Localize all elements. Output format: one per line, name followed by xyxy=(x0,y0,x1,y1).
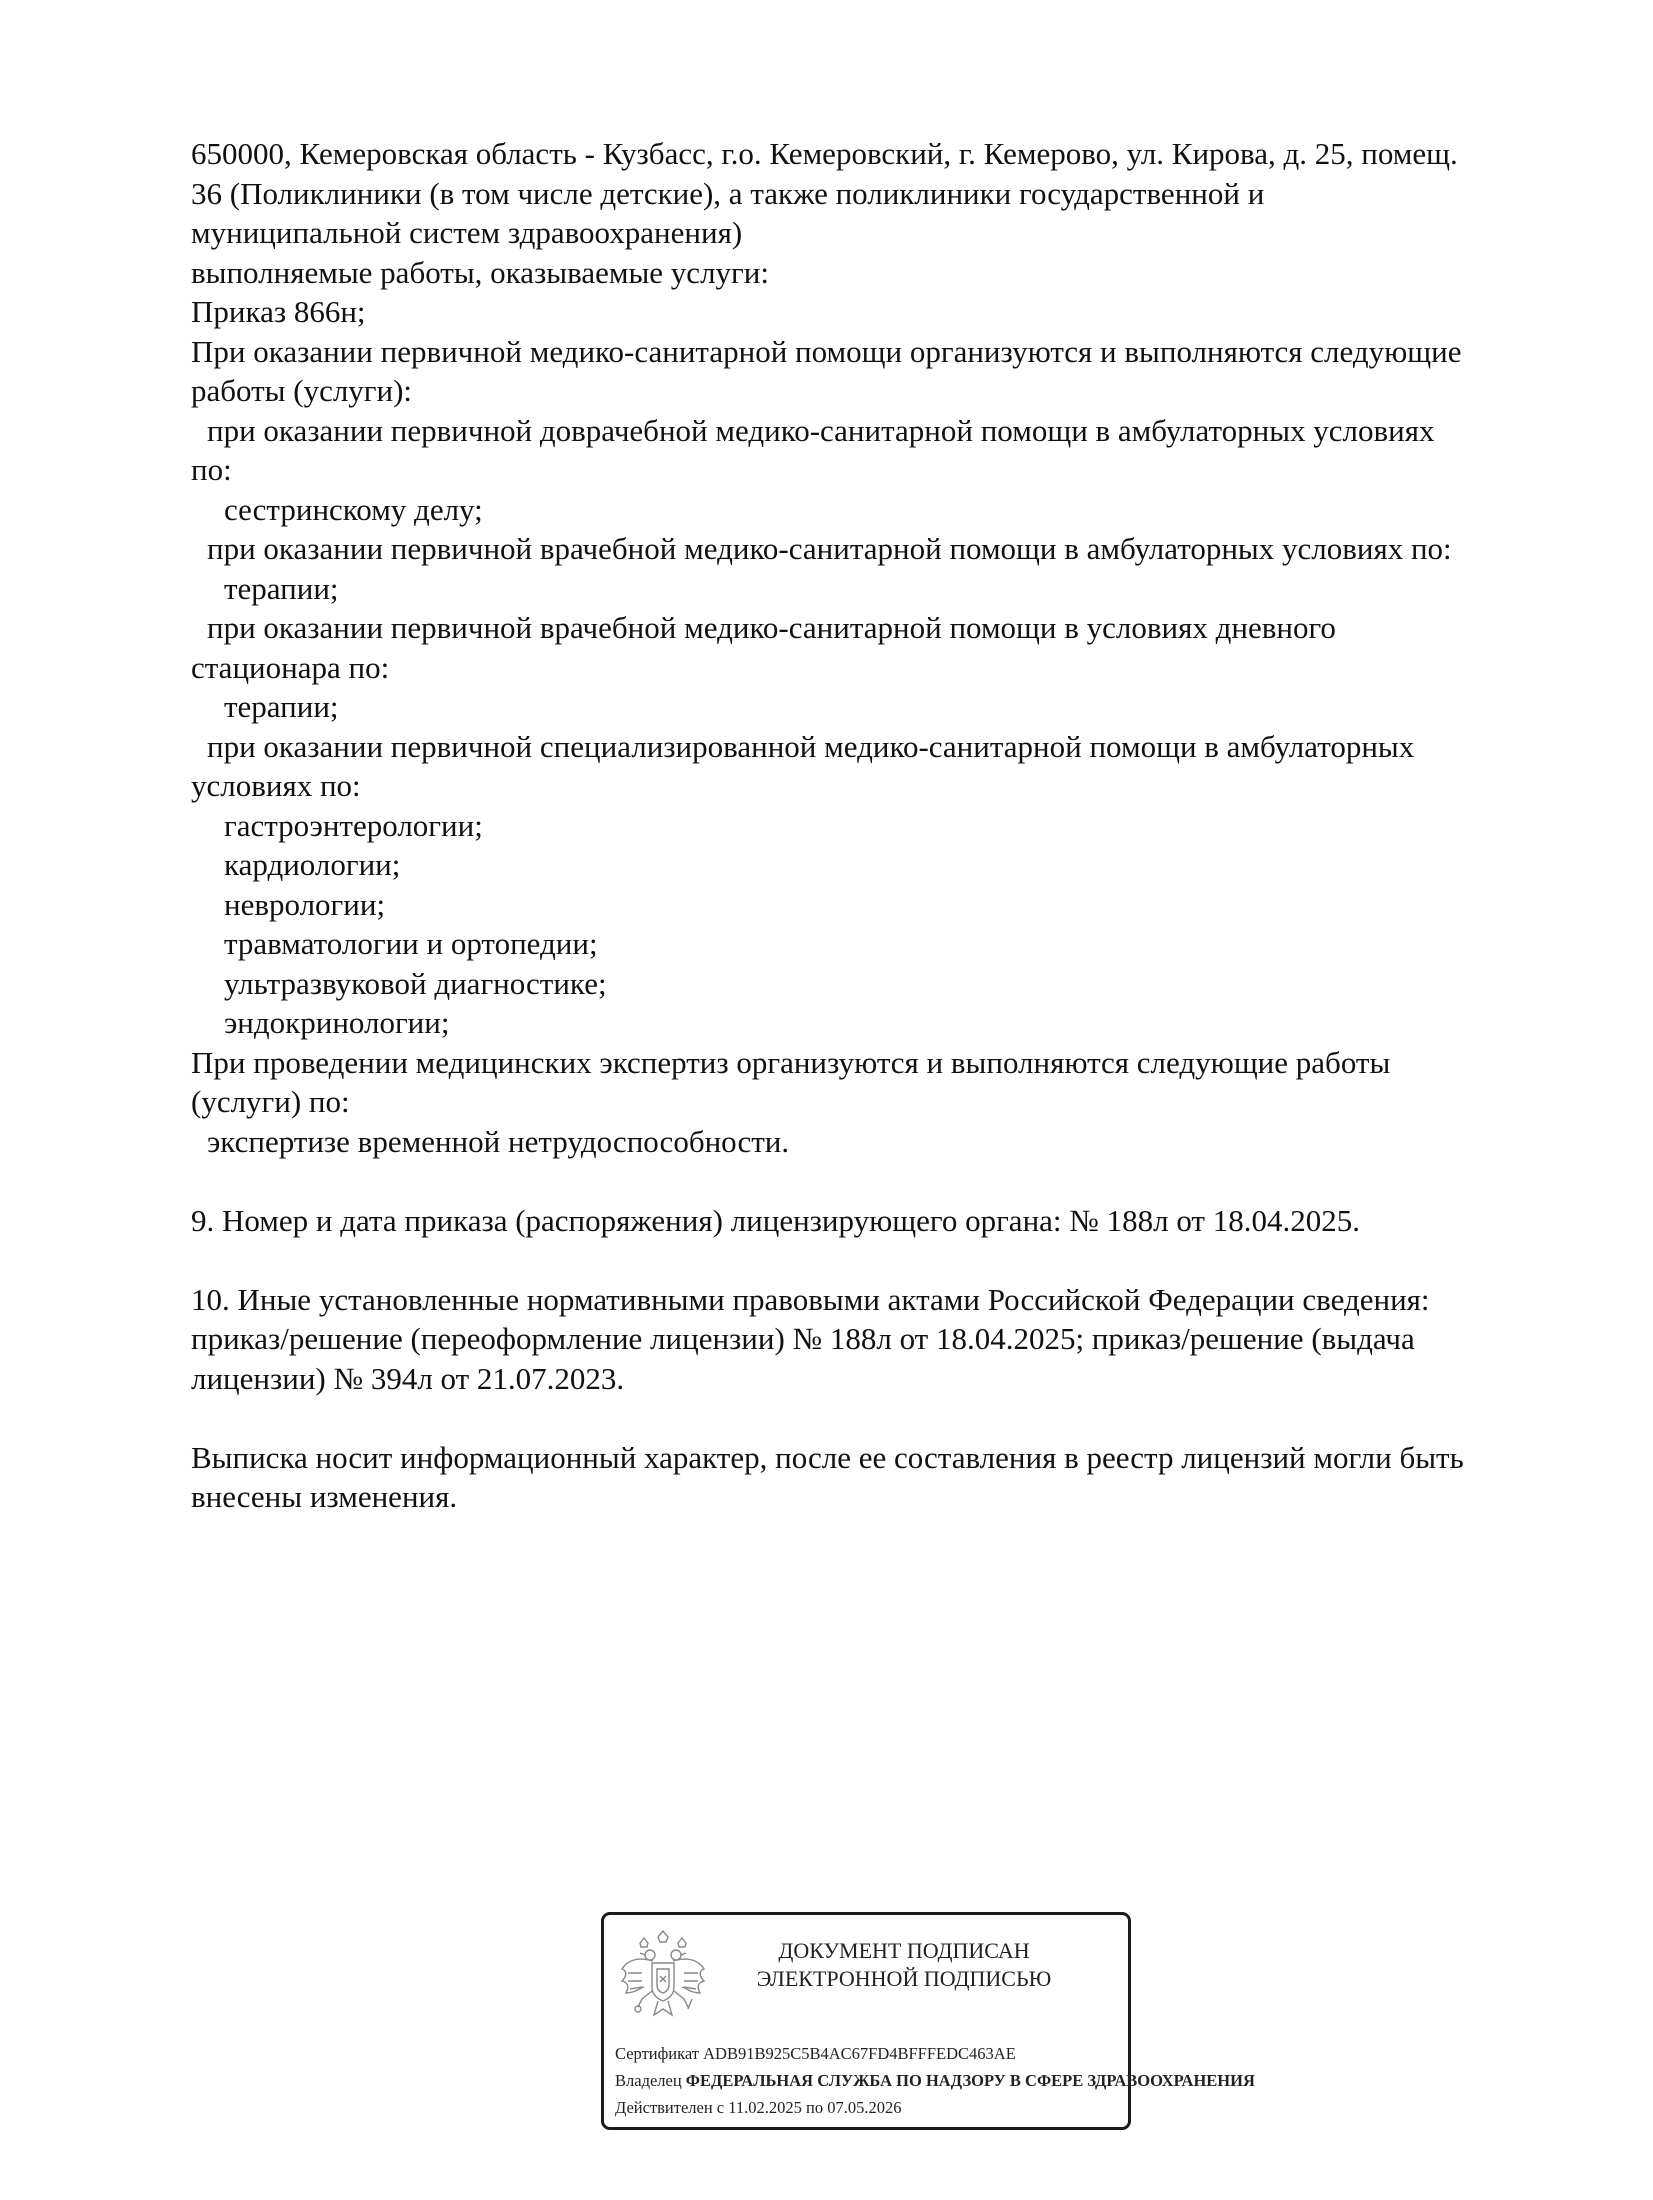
service-item: терапии; xyxy=(224,570,339,606)
section-10: лицензии) № 394л от 21.07.2023. xyxy=(191,1360,625,1396)
disclaimer: внесены изменения. xyxy=(191,1479,458,1514)
certificate-label: Сертификат xyxy=(615,2044,699,2063)
disclaimer: Выписка носит информационный характер, после ее составления в реестр лицензий могли быть xyxy=(191,1439,1464,1475)
russian-coat-of-arms-icon xyxy=(618,1929,708,2029)
signature-stamp xyxy=(601,1912,1255,2130)
validity-row: Действителен с 11.02.2025 по 07.05.2026 xyxy=(615,2098,902,2117)
owner-value: ФЕДЕРАЛЬНАЯ СЛУЖБА ПО НАДЗОРУ В СФЕРЕ ЗДРАВООХРАНЕНИЯ xyxy=(685,2071,1255,2090)
primary-care-intro: работы (услуги): xyxy=(191,373,413,408)
paragraph-gap xyxy=(191,1240,1571,1280)
specialty-item: ультразвуковой диагностике; xyxy=(224,965,607,1001)
owner-label: Владелец xyxy=(615,2071,682,2090)
paragraph-gap xyxy=(191,1161,1571,1201)
stamp-title-line: ЭЛЕКТРОННОЙ ПОДПИСЬЮ xyxy=(756,1966,1052,1991)
stamp-title xyxy=(734,1937,1074,1993)
address-line: 36 (Поликлиники (в том числе детские), а также поликлиники государственной и xyxy=(191,175,1265,211)
section-10: приказ/решение (переоформление лицензии) № 188л от 18.04.2025; приказ/решение (выдача xyxy=(191,1321,1415,1356)
works-heading: выполняемые работы, оказываемые услуги: xyxy=(191,254,769,290)
certificate-row xyxy=(615,2043,1016,2065)
specialty-item: кардиологии; xyxy=(224,847,401,882)
specialized-ambulatory-heading: условиях по: xyxy=(191,768,361,803)
paragraph-gap xyxy=(191,1398,1571,1438)
specialty-item: травматологии и ортопедии; xyxy=(224,926,598,961)
doctor-day-hospital-heading: при оказании первичной врачебной медико-санитарной помощи в условиях дневного xyxy=(207,610,1336,645)
specialty-item: неврологии; xyxy=(224,886,386,922)
primary-care-intro: При оказании первичной медико-санитарной помощи организуются и выполняются следующие xyxy=(191,333,1462,369)
doctor-ambulatory-heading: при оказании первичной врачебной медико-санитарной помощи в амбулаторных условиях по: xyxy=(207,531,1452,566)
expertise-item: экспертизе временной нетрудоспособности. xyxy=(207,1123,790,1159)
document-body xyxy=(191,134,1571,1517)
doctor-day-hospital-heading: стационара по: xyxy=(191,649,390,685)
stamp-title-line: ДОКУМЕНТ ПОДПИСАН xyxy=(778,1938,1030,1963)
specialty-item: эндокринологии; xyxy=(224,1005,450,1040)
expertise-intro: (услуги) по: xyxy=(191,1084,350,1119)
address-line: 650000, Кемеровская область - Кузбасс, г.о. Кемеровский, г. Кемерово, ул. Кирова, д. 25, помещ. xyxy=(191,136,1458,171)
section-10: 10. Иные установленные нормативными правовыми актами Российской Федерации сведения: xyxy=(191,1281,1430,1317)
address-line: муниципальной систем здравоохранения) xyxy=(191,215,743,250)
specialty-item: гастроэнтерологии; xyxy=(224,807,483,843)
certificate-value: ADB91B925C5B4AC67FD4BFFFEDC463AE xyxy=(703,2044,1016,2063)
expertise-intro: При проведении медицинских экспертиз организуются и выполняются следующие работы xyxy=(191,1044,1391,1080)
section-9: 9. Номер и дата приказа (распоряжения) лицензирующего органа: № 188л от 18.04.2025. xyxy=(191,1202,1360,1238)
service-item: терапии; xyxy=(224,689,339,724)
prehospital-ambulatory-heading: при оказании первичной доврачебной медико-санитарной помощи в амбулаторных условиях xyxy=(207,412,1435,448)
service-item: сестринскому делу; xyxy=(224,491,483,527)
owner-row xyxy=(615,2070,1255,2092)
prehospital-ambulatory-heading: по: xyxy=(191,452,232,487)
order-reference: Приказ 866н; xyxy=(191,294,366,329)
specialized-ambulatory-heading: при оказании первичной специализированной медико-санитарной помощи в амбулаторных xyxy=(207,728,1415,764)
